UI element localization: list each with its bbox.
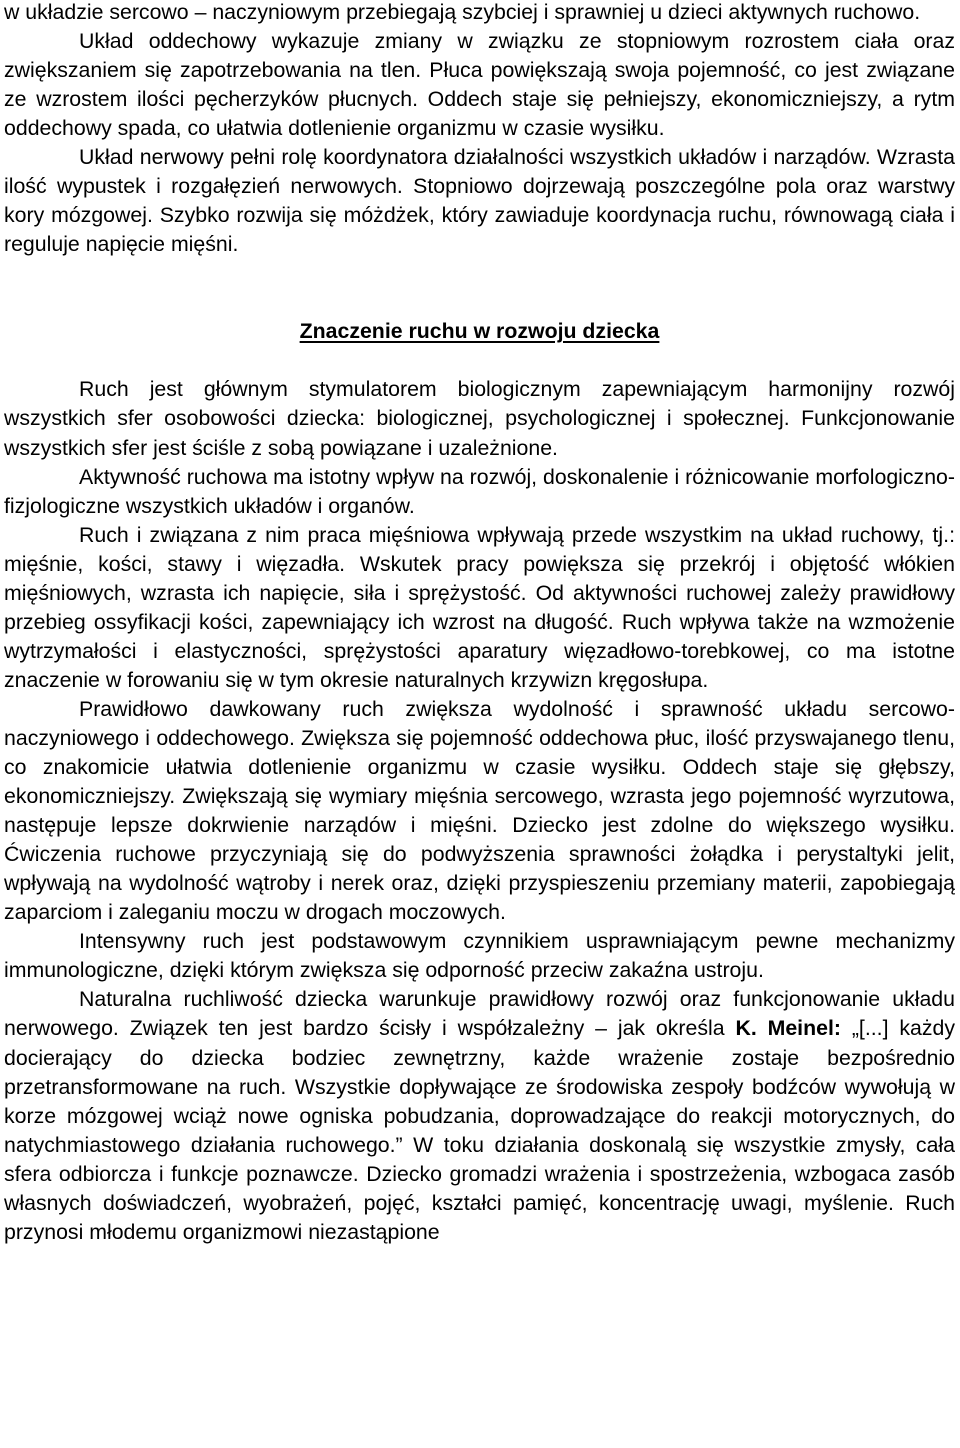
document-page: [4, 0, 955, 1247]
author-name: K. Meinel:: [735, 1016, 841, 1041]
section-spacer: [4, 259, 955, 317]
paragraph-text-before-author: Naturalna ruchliwość dziecka warunkuje prawidłowy rozwój oraz funkcjonowanie układu nerwowego. Związek ten jest bardzo ścisły i współzależny – jak określa: [4, 987, 955, 1041]
paragraph-immunology: Intensywny ruch jest podstawowym czynnikiem usprawniającym pewne mechanizmy immunologiczne, dzięki którym zwiększa się odporność przeciw zakaźna ustroju.: [4, 929, 955, 983]
paragraph-cardio-respiratory: Prawidłowo dawkowany ruch zwiększa wydolność i sprawność układu sercowo-naczyniowego i oddechowego. Zwiększa się pojemność oddechowa płuc, ilość przyswajanego tlenu, co znakomicie ułatwia dotlenienie organizmu w czasie wysiłku. Oddech staje się głębszy, ekonomiczniejszy. Zwiększają się wymiary mięśnia sercowego, wzrasta jego pojemność wyrzutowa, następuje lepsze dokrwienie narządów i mięśni. Dziecko jest zdolne do większego wysiłku. Ćwiczenia ruchowe przyczyniają się do podwyższenia sprawności żołądka i perystaltyki jelit, wpływają na wydolność wątroby i nerek oraz, dzięki przyspieszeniu przemiany materii, zapobiegają zaparciom i zaleganiu moczu w drogach moczowych.: [4, 696, 955, 925]
paragraph-quote-text: „[...] każdy docierający do dziecka bodziec zewnętrzny, każde wrażenie zostaje bezpośrednio przetransformowane na ruch. Wszystkie dopływające ze środowiska zespoły bodźców wywołują w korze mózgowej wciąż nowe ogniska pobudzania, doprowadzające do reakcji motorycznych, do natychmiastowego działania ruchowego.” W toku działania doskonalą się wszystkie zmysły, cała sfera odbiorcza i funkcje poznawcze. Dziecko gromadzi wrażenia i spostrzeżenia, wzbogaca zasób własnych doświadczeń, wyobrażeń, pojęć, kształci pamięć, koncentrację uwagi, myślenie. Ruch przynosi młodemu organizmowi niezastąpione: [4, 1016, 955, 1244]
paragraph-motor-activity: Aktywność ruchowa ma istotny wpływ na rozwój, doskonalenie i różnicowanie morfologiczno-fizjologiczne wszystkich układów i organów.: [4, 464, 955, 518]
paragraph-respiratory-system: Układ oddechowy wykazuje zmiany w związku ze stopniowym rozrostem ciała oraz zwiększaniem się zapotrzebowania na tlen. Płuca powiększają swoja pojemność, co jest związane ze wzrostem ilości pęcherzyków płucnych. Oddech staje się pełniejszy, ekonomiczniejszy, a rytm oddechowy spada, co ułatwia dotlenienie organizmu w czasie wysiłku.: [4, 29, 955, 141]
paragraph-cardiovascular-end: w układzie sercowo – naczyniowym przebiegają szybciej i sprawniej u dzieci aktywnych ruchowo.: [4, 0, 921, 24]
heading-spacer: [4, 346, 955, 375]
paragraph-nervous-system: Układ nerwowy pełni rolę koordynatora działalności wszystkich układów i narządów. Wzrasta ilość wypustek i rozgałęzień nerwowych. Stopniowo dojrzewają poszczególne pola oraz warstwy kory mózgowej. Szybko rozwija się móżdżek, który zawiaduje koordynacja ruchu, równowagą ciała i reguluje napięcie mięśni.: [4, 145, 955, 257]
paragraph-movement-stimulator: Ruch jest głównym stymulatorem biologicznym zapewniającym harmonijny rozwój wszystkich sfer osobowości dziecka: biologicznej, psychologicznej i społecznej. Funkcjonowanie wszystkich sfer jest ściśle z sobą powiązane i uzależnione.: [4, 377, 955, 460]
paragraph-nervous-development: [4, 985, 955, 1246]
paragraph-muscular-system: Ruch i związana z nim praca mięśniowa wpływają przede wszystkim na układ ruchowy, tj.: mięśnie, kości, stawy i więzadła. Wskutek pracy powiększa się przekrój i objętość włókien mięśniowych, wzrasta ich napięcie, siła i sprężystość. Od aktywności ruchowej zależy prawidłowy przebieg ossyfikacji kości, zapewniający ich wzrost na długość. Ruch wpływa także na wzmożenie wytrzymałości i elastyczności, sprężystości aparatury więzadłowo-torebkowej, co ma istotne znaczenie w forowaniu się w tym okresie naturalnych krzywizn kręgosłupa.: [4, 522, 955, 692]
section-heading: Znaczenie ruchu w rozwoju dziecka: [299, 319, 660, 344]
